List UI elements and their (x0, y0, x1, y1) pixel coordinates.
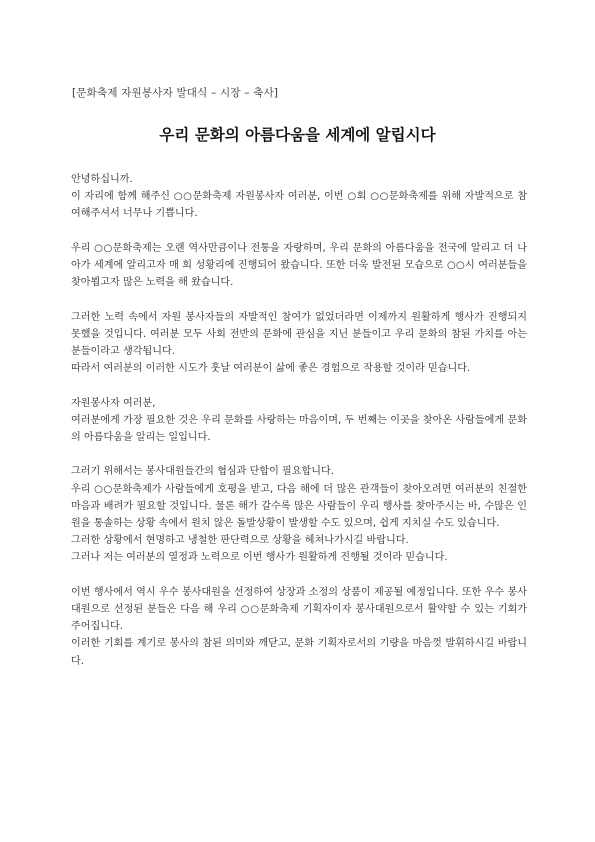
body-paragraph: 그러나 저는 여러분의 열정과 노력으로 이번 행사가 원활하게 진행될 것이라 믿습니다. (71, 552, 448, 564)
body-paragraph: 여러분에게 가장 필요한 것은 우리 문화를 사랑하는 마음이며, 두 번째는 이곳을 찾아온 사람들에게 문화의 아름다움을 알리는 일입니다. (71, 414, 527, 443)
body-paragraph: 우리 ○○문화축제는 오랜 역사만큼이나 전통을 자랑하며, 우리 문화의 아름다움을 전국에 알리고 더 나아가 세계에 알리고자 매 회 성황리에 진행되어 왔습니다. 또한 더욱 발전된 모습으로 ○○시 여러분들을 찾아뵙고자 많은 노력을 해 왔습니다. (71, 242, 527, 289)
document-header-label: [문화축제 자원봉사자 발대식 – 시장 – 축사] (72, 87, 279, 99)
body-paragraph: 그러한 상황에서 현명하고 냉철한 판단력으로 상황을 헤쳐나가시길 바랍니다. (71, 535, 409, 547)
document-title: 우리 문화의 아름다움을 세계에 알립시다 (159, 126, 436, 144)
body-paragraph: 그러기 위해서는 봉사대원들간의 협심과 단합이 필요합니다. (71, 466, 335, 478)
closing-paragraph: 이러한 기회를 계기로 봉사의 참된 의미와 깨닫고, 문화 기획자로서의 기량을 마음껏 발휘하시길 바랍니다. (71, 638, 527, 667)
body-paragraph: 그러한 노력 속에서 자원 봉사자들의 자발적인 참여가 없었더라면 이제까지 원활하게 행사가 진행되지 못했을 것입니다. 여러분 모두 사회 전반의 문화에 관심을 지닌 분들이고 우리 문화의 참된 가치를 아는 분들이라고 생각됩니다. (71, 311, 527, 357)
address-line: 자원봉사자 여러분, (71, 397, 156, 409)
body-paragraph: 우리 ○○문화축제가 사람들에게 호평을 받고, 다음 해에 더 많은 관객들이 찾아오려면 여러분의 친절한 마음과 배려가 필요할 것입니다. 물론 해가 갈수록 많은 사람들이 우리 행사를 찾아주시는 바, 수많은 인원을 통솔하는 상황 속에서 원치 않은 돌발상황이 발생할 수도 있으며, 쉽게 지치실 수도 있습니다. (71, 483, 527, 529)
body-paragraph: 따라서 여러분의 이러한 시도가 훗날 여러분이 삶에 좋은 경험으로 작용할 것이라 믿습니다. (71, 363, 471, 375)
body-paragraph: 이 자리에 함께 해주신 ○○문화축제 자원봉사자 여러분, 이번 ○회 ○○문화축제를 위해 자발적으로 참여해주셔서 너무나 기쁩니다. (71, 191, 527, 220)
greeting-paragraph: 안녕하십니까. (71, 174, 133, 185)
body-paragraph: 이번 행사에서 역시 우수 봉사대원을 선정하여 상장과 소정의 상품이 제공될 예정입니다. 또한 우수 봉사대원으로 선정된 분들은 다음 해 우리 ○○문화축제 기획자이자 봉사대원으로서 활약할 수 있는 기회가 주어집니다. (71, 586, 527, 633)
document-body (71, 171, 527, 670)
